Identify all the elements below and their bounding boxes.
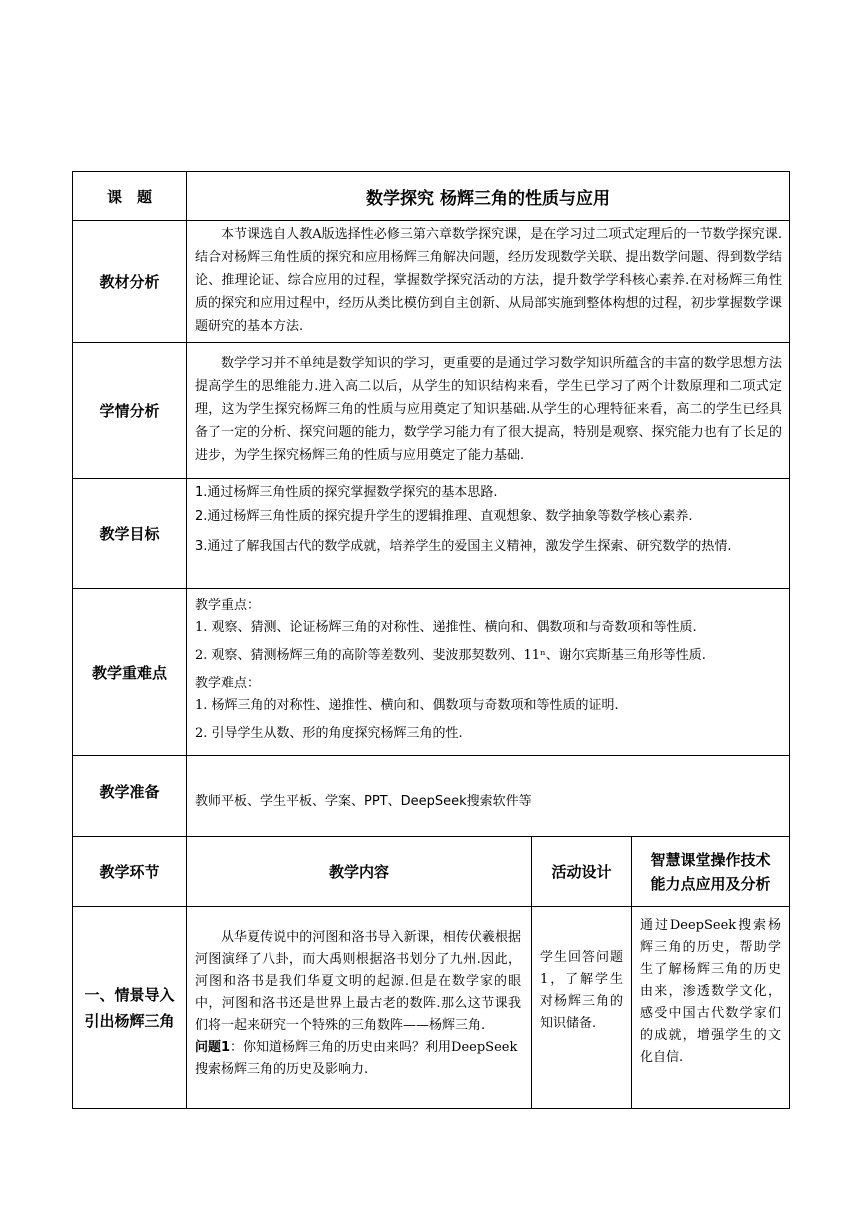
header-activity: 活动设计 [532, 837, 632, 907]
prep-text: 教师平板、学生平板、学案、PPT、DeepSeek搜索软件等 [195, 794, 532, 809]
topic-row [73, 172, 790, 221]
header-stage: 教学环节 [73, 837, 187, 907]
difficulty-title: 教学难点： [195, 676, 261, 691]
stage1-activity: 学生回答问题1，了解学生对杨辉三角的知识储备. [532, 907, 632, 1109]
stage1-content-text: 从华夏传说中的河图和洛书导入新课，相传伏羲根据河图演绎了八卦，而大禹则根据洛书划分了九州.因此，河图和洛书是我们华夏文明的起源.但是在数学家的眼中，河图和洛书还是世界上最古老的数阵.那么这节课我们将一起来研究一个特殊的三角数阵——杨辉三角. [195, 930, 521, 1033]
topic-label: 课 题 [73, 172, 187, 221]
prep-row [73, 756, 790, 837]
stage1-analysis: 通过DeepSeek搜索杨辉三角的历史，帮助学生了解杨辉三角的历史由来，渗透数学文化，感受中国古代数学家们的成就，增强学生的文化自信. [632, 907, 790, 1109]
header-analysis-line1: 智慧课堂操作技术 [650, 850, 771, 869]
students-cell [187, 343, 790, 479]
goals-row [73, 479, 790, 589]
question-text: ：你知道杨辉三角的历史由来吗？利用DeepSeek搜索杨辉三角的历史及影响力. [195, 1040, 518, 1077]
key-points-cell [187, 589, 790, 756]
material-row [73, 221, 790, 343]
students-text: 数学学习并不单纯是数学知识的学习，更重要的是通过学习数学知识所蕴含的丰富的数学思想方法提高学生的思维能力.进入高二以后，从学生的知识结构来看，学生已学习了两个计数原理和二项式定理，这为学生探究杨辉三角的性质与应用奠定了知识基础.从学生的心理特征来看，高二的学生已经具备了一定的分析、探究问题的能力，数学学习能力有了很大提高，特别是观察、探究能力也有了长足的进步，为学生探究杨辉三角的性质与应用奠定了能力基础. [195, 356, 782, 463]
goals-label: 教学目标 [73, 479, 187, 589]
goal-item-3: 3.通过了解我国古代的数学成就，培养学生的爱国主义精神，激发学生探索、研究数学的热情. [195, 539, 732, 554]
process-header-row [73, 837, 790, 907]
stage1-content [187, 907, 532, 1109]
stage1-row [73, 907, 790, 1109]
header-analysis-line2: 能力点应用及分析 [650, 874, 771, 893]
question-label: 问题1 [195, 1040, 231, 1055]
stage1-question [195, 1037, 521, 1081]
lesson-plan [72, 171, 789, 1109]
focus-title: 教学重点： [195, 598, 261, 613]
students-label: 学情分析 [73, 343, 187, 479]
stage1-name [73, 907, 187, 1109]
focus-item-2: 2. 观察、猜测杨辉三角的高阶等差数列、斐波那契数列、11ⁿ、谢尔宾斯基三角形等性质. [195, 648, 706, 663]
focus-item-1: 1. 观察、猜测、论证杨辉三角的对称性、递推性、横向和、偶数项和与奇数项和等性质. [195, 620, 697, 635]
stage1-name-line1: 一、情景导入 [84, 985, 175, 1004]
header-content: 教学内容 [187, 837, 532, 907]
key-points-label: 教学重难点 [73, 589, 187, 756]
header-analysis [632, 837, 790, 907]
difficulty-item-1: 1. 杨辉三角的对称性、递推性、横向和、偶数项与奇数项和等性质的证明. [195, 698, 619, 713]
prep-label: 教学准备 [73, 756, 187, 837]
goal-item-2: 2.通过杨辉三角性质的探究提升学生的逻辑推理、直观想象、数学抽象等数学核心素养. [195, 509, 693, 524]
lesson-title: 数学探究 杨辉三角的性质与应用 [187, 172, 790, 221]
goals-cell [187, 479, 790, 589]
stage1-name-line2: 引出杨辉三角 [84, 1011, 175, 1030]
material-cell [187, 221, 790, 343]
material-label: 教材分析 [73, 221, 187, 343]
students-row [73, 343, 790, 479]
key-points-row [73, 589, 790, 756]
material-text: 本节课选自人教A版选择性必修三第六章数学探究课，是在学习过二项式定理后的一节数学探究课.结合对杨辉三角性质的探究和应用杨辉三角解决问题，经历发现数学关联、提出数学问题、得到数学结论、推理论证、综合应用的过程，掌握数学探究活动的方法，提升数学学科核心素养.在对杨辉三角性质的探究和应用过程中，经历从类比模仿到自主创新、从局部实施到整体构想的过程，初步掌握数学课题研究的基本方法. [195, 227, 782, 334]
lesson-plan-table [72, 171, 790, 1109]
difficulty-item-2: 2. 引导学生从数、形的角度探究杨辉三角的性. [195, 726, 463, 741]
prep-cell [187, 756, 790, 837]
goal-item-1: 1.通过杨辉三角性质的探究掌握数学探究的基本思路. [195, 485, 498, 500]
